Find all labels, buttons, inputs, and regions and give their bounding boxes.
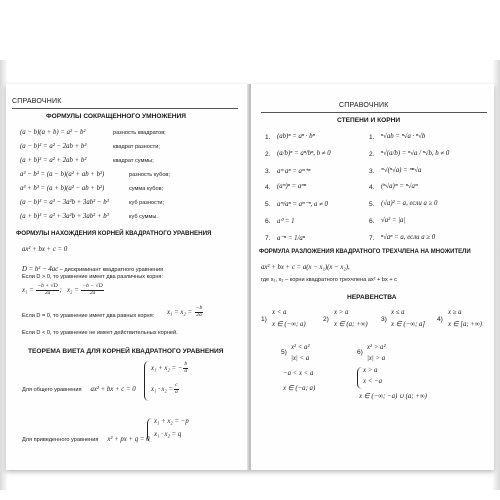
- power-rule-number: 6.: [265, 218, 271, 225]
- power-rule-number: 4.: [265, 184, 271, 191]
- inequality-6-brace: [357, 367, 362, 389]
- formula-row: a³ − b³ = (a − b)(a² + ab + b²): [20, 171, 105, 178]
- section-title-quadratic-roots: ФОРМУЛЫ НАХОЖДЕНИЯ КОРНЕЙ КВАДРАТНОГО УРАВНЕНИЯ: [16, 230, 212, 237]
- x12-fraction: [195, 306, 204, 319]
- inequality-number: 4): [437, 316, 443, 323]
- g-prod-numerator: c: [175, 382, 178, 388]
- open-booklet: [6, 84, 494, 470]
- root-rule-number: 5.: [369, 201, 375, 208]
- formula-label: разность кубов;: [129, 172, 170, 178]
- inequality-interval: x ∈ (a; +∞): [334, 321, 368, 328]
- vieta-reduced-sum: x₁ + x₂ = −p: [154, 418, 189, 425]
- x2-lhs: x₂ =: [67, 286, 79, 294]
- inequality-6-greater: x > a: [363, 367, 378, 374]
- power-rule-number: 7.: [265, 235, 271, 242]
- root-rule-number: 1.: [369, 134, 375, 141]
- power-rule: aᵐ/aⁿ = aᵐ⁻ⁿ, a ≠ 0: [277, 201, 328, 208]
- inequality-5-squares: x² < a²: [291, 344, 310, 351]
- right-page-header: СПРАВОЧНИК: [339, 102, 389, 109]
- formula-row: a³ + b³ = (a + b)(a² − ab + b²): [20, 185, 105, 192]
- formula-label: куб суммы.: [129, 214, 158, 220]
- x1-lhs: x₁ =: [22, 286, 34, 294]
- inequality-number: 6): [357, 349, 363, 356]
- x1-numerator: −b + √D: [37, 283, 58, 289]
- formula-label: сумма кубов;: [129, 186, 164, 192]
- formula-label: квадрат разности;: [113, 144, 160, 150]
- formula-row: (a − b)² = a² − 2ab + b²: [20, 143, 87, 150]
- power-rule: aᵐ aⁿ = aᵐ⁺ⁿ: [277, 168, 311, 175]
- root-rule: ᵐ√(ⁿ√a) = ᵐⁿ√a: [381, 167, 422, 174]
- x1-denominator: 2a: [44, 289, 51, 296]
- x2-denominator: 2a: [89, 289, 96, 296]
- inequality-6-less: x < −a: [363, 378, 382, 385]
- root-rule-number: 6.: [369, 218, 375, 225]
- power-rule: a⁰ = 1: [277, 218, 295, 225]
- inequality-5-abs: |x| < a: [291, 355, 310, 362]
- inequality-interval: x ∈ (−∞; a): [272, 321, 306, 328]
- root-rule: √a² = |a|: [381, 217, 406, 224]
- inequality-condition: x ≥ a: [448, 309, 462, 316]
- root-rule: ⁿ√(a/b) = ⁿ√a / ⁿ√b, b ≠ 0: [381, 150, 450, 157]
- vieta-reduced-label: Для приведенного уравнения: [22, 437, 99, 443]
- inequality-number: 1): [261, 316, 267, 323]
- inequality-6-interval: x ∈ (−∞; −a) ∪ (a; +∞): [359, 393, 427, 400]
- left-page: [6, 84, 249, 470]
- inequality-condition: x > a: [334, 309, 349, 316]
- formula-label: разность квадратов;: [113, 130, 166, 136]
- power-rule: (a/b)ⁿ = aⁿ/bⁿ, b ≠ 0: [277, 150, 331, 157]
- x1-fraction: [36, 284, 58, 297]
- g-sum-lhs: x₁ + x₂ = −: [151, 364, 183, 372]
- vieta-reduced-product: x₁ · x₂ = q: [154, 431, 182, 438]
- g-prod-lhs: x₁ · x₂ =: [151, 385, 174, 393]
- root-rule-number: 4.: [369, 184, 375, 191]
- vieta-general-line: [22, 378, 136, 396]
- inequality-condition: x < a: [272, 309, 287, 316]
- inequality-interval: x ∈ [a; +∞): [448, 321, 483, 328]
- g-prod-fraction: [174, 383, 178, 396]
- inequality-6-abs: |x| > a: [367, 355, 386, 362]
- formula-label: квадрат суммы;: [113, 158, 154, 164]
- case-two-roots: Если D > 0, то уравнение имеет два различных корня:: [22, 274, 164, 280]
- quadratic-equation: ax² + bx + c = 0: [22, 246, 68, 253]
- vieta-general-equation: ax² + bx + c = 0: [90, 386, 136, 393]
- left-header-rule: [12, 108, 238, 109]
- formula-row: (a + b)² = a² + 2ab + b²: [20, 157, 87, 164]
- root-rule: ⁿ√ab = ⁿ√a · ⁿ√b: [381, 133, 426, 140]
- power-rule-number: 2.: [265, 151, 271, 158]
- root-rule-number: 2.: [369, 151, 375, 158]
- inequality-number: 5): [281, 349, 287, 356]
- vieta-reduced-equation: x² + px + q = 0: [107, 436, 150, 443]
- discriminant-label: – дискриминант квадратного уравнения: [58, 267, 164, 273]
- equal-roots-formula: [167, 306, 204, 319]
- root-formulas: x₁ = $\frac{-b + √D}{2a}$ ; x₂ = $\frac{-b - √D}{2a}$: [22, 283, 103, 296]
- vieta-general-product: [151, 383, 180, 396]
- power-rule-number: 1.: [265, 134, 271, 141]
- x12-lhs: x₁ = x₂ =: [167, 308, 193, 316]
- formula-row: (a + b)³ = a³ + 3a²b + 3ab² + b³: [20, 213, 109, 220]
- root-rule: (ⁿ√a)ᵐ = ⁿ√aᵐ: [381, 183, 418, 190]
- right-page: [251, 84, 494, 470]
- inequality-6-squares: x² > a²: [367, 344, 386, 351]
- section-title-abbreviated-multiplication: ФОРМУЛЫ СОКРАЩЕННОГО УМНОЖЕНИЯ: [46, 113, 187, 120]
- x2-numerator: −b − √D: [82, 283, 103, 289]
- power-rule: a⁻ⁿ = 1/aⁿ: [277, 235, 305, 242]
- vieta-reduced-brace: [147, 418, 152, 442]
- vieta-general-brace: [144, 361, 149, 401]
- inequality-5-double: −a < x < a: [283, 370, 314, 377]
- formula-row: (a − b)(a + b) = a² − b²: [20, 129, 86, 136]
- root-rule: (√a)² = a, если a ≥ 0: [381, 200, 438, 207]
- right-header-rule: [261, 112, 487, 113]
- vieta-general-sum: [151, 362, 189, 375]
- inequality-interval: x ∈ (−∞; a]: [391, 321, 426, 328]
- g-sum-denominator: a: [184, 367, 188, 374]
- discriminant-formula: D = b² − 4ac: [22, 266, 59, 273]
- x2-fraction: [81, 284, 103, 297]
- g-sum-numerator: b: [184, 361, 188, 367]
- factorization-formula: ax² + bx + c = a(x − x₁)(x − x₂),: [261, 264, 350, 271]
- factorization-note: где x₁, x₂ – корни квадратного трехчлена ax² + bx + c: [261, 277, 397, 283]
- root-rule-number: 3.: [369, 168, 375, 175]
- vieta-general-label: Для общего уравнения: [22, 387, 82, 393]
- formula-label: куб разности;: [129, 200, 165, 206]
- g-prod-denominator: a: [175, 388, 178, 395]
- case-equal-roots: Если D = 0, то уравнение имеет два равных корня:: [22, 313, 155, 319]
- section-title-powers-roots: СТЕПЕНИ И КОРНИ: [337, 117, 401, 124]
- inequality-condition: x ≤ a: [391, 309, 405, 316]
- power-rule: (ab)ⁿ = aⁿ · bⁿ: [277, 133, 315, 140]
- power-rule: (aᵐ)ⁿ = aᵐⁿ: [277, 183, 307, 190]
- vieta-reduced-line: [22, 428, 150, 446]
- section-title-vieta: ТЕОРЕМА ВИЕТА ДЛЯ КОРНЕЙ КВАДРАТНОГО УРАВНЕНИЯ: [28, 348, 224, 355]
- root-rule-number: 7.: [369, 235, 375, 242]
- x12-numerator: −b: [195, 305, 203, 311]
- inequality-5-interval: x ∈ (−a; a): [283, 385, 316, 392]
- g-sum-fraction: [183, 362, 188, 375]
- power-rule-number: 5.: [265, 201, 271, 208]
- inequality-number: 2): [323, 316, 329, 323]
- x12-denominator: 2a: [196, 311, 202, 318]
- left-page-header: СПРАВОЧНИК: [12, 98, 62, 105]
- formula-row: (a − b)³ = a³ − 3a²b + 3ab² − b³: [20, 199, 109, 206]
- case-no-real-roots: Если D < 0, то уравнение не имеет действительных корней.: [22, 330, 178, 336]
- section-title-factorization: ФОРМУЛА РАЗЛОЖЕНИЯ КВАДРАТНОГО ТРЕХЧЛЕНА НА МНОЖИТЕЛИ: [259, 249, 471, 255]
- section-title-inequalities: НЕРАВЕНСТВА: [347, 294, 397, 301]
- root-rule: ⁿ√aⁿ = a, если a ≥ 0: [381, 234, 436, 241]
- power-rule-number: 3.: [265, 168, 271, 175]
- inequality-number: 3): [381, 316, 387, 323]
